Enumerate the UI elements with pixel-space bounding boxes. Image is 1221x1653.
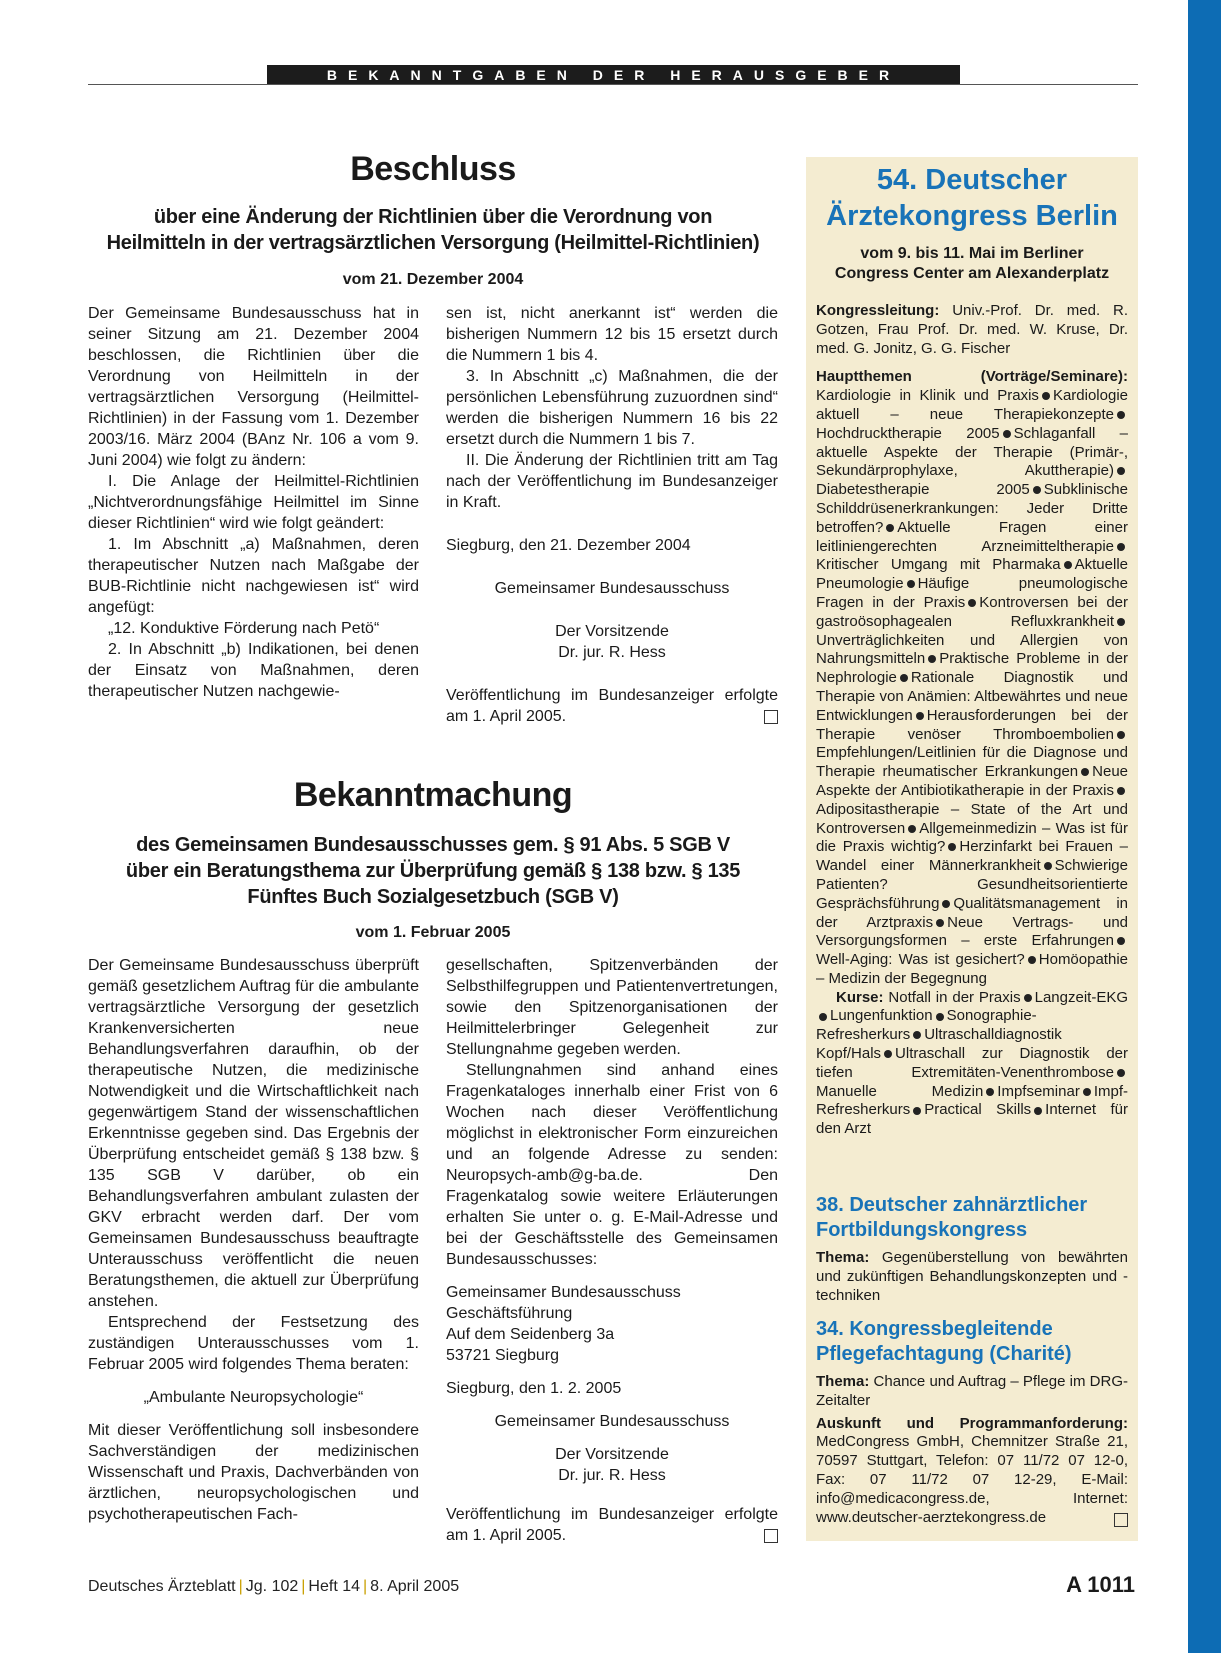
- hauptthema-item: Rationale Diagnostik und Therapie von Anämien: Altbewährtes und neue Entwicklungen: [816, 669, 1128, 724]
- sidebar-subtitle-line-2: Congress Center am Alexanderplatz: [834, 265, 1110, 282]
- bullet-dot-icon: [819, 1013, 827, 1021]
- kongressleitung: [816, 302, 1128, 358]
- beschluss-chair-title: Der Vorsitzende: [555, 623, 669, 640]
- hauptthema-item: Schwierige Patienten? Gesundheitsorientierte Gesprächsführung: [816, 857, 1128, 912]
- bullet-dot-icon: [948, 843, 956, 851]
- kongressleitung-text: Univ.-Prof. Dr. med. R. Gotzen, Frau Prof. Dr. med. W. Kruse, Dr. med. G. Jonitz, G. G. Fischer: [816, 302, 1128, 357]
- hauptthema-item: Kritischer Umgang mit Pharmaka: [816, 556, 1061, 574]
- bullet-dot-icon: [1081, 768, 1089, 776]
- section-header: BEKANNTGABEN DER HERAUSGEBER: [267, 65, 960, 85]
- bullet-dot-icon: [913, 1107, 921, 1115]
- hauptthema-item: Herzinfarkt bei Frauen – Wandel einer Männerkrankheit: [816, 838, 1129, 875]
- bullet-dot-icon: [1117, 731, 1125, 739]
- bekanntmachung-paragraph: Der Gemeinsame Bundesausschuss überprüft gemäß gesetzlichem Auftrag für die ambulante vertragsärztliche Versorgung der gesetzlich Krankenversicherten neue Behandlungsverfahren daraufhin, ob der therapeutische Nutzen, die medizinische Notwendigkeit und die Wirtschaftlichkeit nach gegenwärtigem Stand der wissenschaftlichen Erkenntnisse gegeben sind. Das Ergebnis der Überprüfung entscheidet gemäß § 138 bzw. § 135 SGB V darüber, ob ein Behandlungsverfahren ambulant zulasten der GKV erbracht werden darf. Der vom Gemeinsamen Bundesausschuss beauftragte Unterausschuss veröffentlicht die neuen Beratungsthemen, die aktuell zur Überprüfung anstehen.: [88, 957, 419, 1310]
- bullet-dot-icon: [936, 919, 944, 927]
- hauptthema-item: Herausforderungen bei der Therapie venöser Thromboembolien: [816, 706, 1128, 743]
- hauptthema-item: Schlaganfall – aktuelle Aspekte der Therapie (Primär-, Sekundärprophylaxe, Akuttherapie): [816, 424, 1128, 480]
- page-footer: Deutsches Ärzteblatt | Jg. 102 | Heft 14 | 8. April 2005: [88, 1578, 460, 1595]
- hauptthema-item: Kardiologie aktuell – neue Therapiekonzepte: [816, 387, 1128, 423]
- address-line: Geschäftsführung: [446, 1305, 573, 1322]
- bullet-dot-icon: [886, 524, 894, 532]
- hauptthemen-list: [816, 387, 1128, 987]
- bullet-dot-icon: [1003, 430, 1011, 438]
- bullet-dot-icon: [1117, 618, 1125, 626]
- beschluss-paragraph: sen ist, nicht anerkannt ist“ werden die bisherigen Nummern 12 bis 15 ersetzt durch die Nummern 1 bis 4.: [446, 305, 778, 364]
- footer-issue: Heft 14: [308, 1578, 361, 1595]
- bullet-dot-icon: [1117, 543, 1125, 551]
- bullet-dot-icon: [907, 580, 915, 588]
- bullet-dot-icon: [1064, 561, 1072, 569]
- kurse: [816, 989, 1128, 1139]
- hauptthema-item: Praktische Probleme in der Nephrologie: [816, 650, 1128, 687]
- end-mark-icon: [1114, 1513, 1128, 1527]
- address-line: Auf dem Seidenberg 3a: [446, 1326, 615, 1343]
- sidebar-subtitle: [806, 244, 1138, 284]
- sidebar-subtitle-line-1: vom 9. bis 11. Mai im Berliner: [860, 245, 1084, 262]
- footer-journal: Deutsches Ärzteblatt: [88, 1578, 236, 1595]
- bullet-dot-icon: [1083, 1088, 1091, 1096]
- beschluss-paragraph: Der Gemeinsame Bundesausschuss hat in seiner Sitzung am 21. Dezember 2004 beschlossen, die Richtlinien über die Verordnung von Heilmitteln in der vertragsärztlichen Versorgung (Heilmittel-Richtlinien) in der Fassung vom 1. Dezember 2003/16. März 2004 (BAnz Nr. 106 a vom 9. Juni 2004) wie folgt zu ändern:: [88, 305, 419, 469]
- end-mark-icon: [764, 1529, 778, 1543]
- bekanntmachung-paragraph: Entsprechend der Festsetzung des zuständigen Unterausschusses vom 1. Februar 2005 wird folgendes Thema beraten:: [88, 1314, 419, 1373]
- bullet-dot-icon: [936, 1013, 944, 1021]
- address-line: Gemeinsamer Bundesausschuss: [446, 1284, 681, 1301]
- beschluss-paragraph: 1. Im Abschnitt „a) Maßnahmen, deren therapeutischer Nutzen nach Maßgabe der BUB-Richtlinie nicht nachgewiesen ist“ wird angefügt:: [88, 536, 419, 616]
- auskunft-text: MedCongress GmbH, Chemnitzer Straße 21, 70597 Stuttgart, Telefon: 07 11/72 07 12-0, Fax: 07 11/72 07 12-29, E-Mail: info@medicacongress.de, Internet: www.deutscher-aerztekongress.de: [816, 1433, 1128, 1526]
- hauptthema-item: Homöopathie – Medizin der Begegnung: [816, 951, 1128, 987]
- pflege-thema-label: Thema:: [816, 1373, 870, 1390]
- pflege-title-line-1: 34. Kongressbegleitende: [816, 1318, 1053, 1340]
- bullet-dot-icon: [1042, 392, 1050, 400]
- edge-color-bar: [1188, 0, 1221, 1653]
- bekanntmachung-date: vom 1. Februar 2005: [355, 924, 511, 941]
- bullet-dot-icon: [1033, 486, 1041, 494]
- bullet-dot-icon: [1117, 467, 1125, 475]
- beschluss-paragraph: 3. In Abschnitt „c) Maßnahmen, die der persönlichen Lebensführung zuzuordnen sind“ werden die bisherigen Nummern 16 bis 22 ersetzt durch die Nummern 1 bis 7.: [446, 368, 778, 448]
- sidebar-title: [806, 162, 1138, 234]
- bullet-dot-icon: [900, 674, 908, 682]
- bullet-dot-icon: [1034, 1107, 1042, 1115]
- bekanntmachung-title: Bekanntmachung: [293, 776, 573, 814]
- sidebar-title-line-1: 54. Deutscher: [876, 164, 1068, 196]
- beschluss-subtitle: [88, 204, 778, 256]
- kurs-item: Lungenfunktion: [830, 1007, 933, 1025]
- kurse-label: Kurse:: [836, 988, 884, 1006]
- page-number: A 1011: [1066, 1572, 1135, 1597]
- hauptthema-item: Neue Vertrags- und Versorgungsformen – erste Erfahrungen: [816, 913, 1128, 950]
- bullet-dot-icon: [1117, 937, 1125, 945]
- beschluss-paragraph: I. Die Anlage der Heilmittel-Richtlinien „Nichtverordnungsfähige Heilmittel im Sinne dieser Richtlinien“ wird wie folgt geändert:: [88, 473, 419, 532]
- bekanntmachung-right-column: [446, 955, 778, 1546]
- hauptthema-item: Allgemeinmedizin – Was ist für die Praxis wichtig?: [816, 819, 1128, 856]
- bullet-dot-icon: [1117, 787, 1125, 795]
- bekanntmachung-chair-name: Dr. jur. R. Hess: [558, 1467, 666, 1484]
- bekanntmachung-topic: „Ambulante Neuropsychologie“: [143, 1389, 364, 1406]
- kurs-item: Practical Skills: [924, 1101, 1032, 1119]
- bullet-dot-icon: [928, 655, 936, 663]
- hauptthema-item: Well-Aging: Was ist gesichert?: [816, 951, 1025, 969]
- bekanntmachung-org: Gemeinsamer Bundesausschuss: [494, 1413, 730, 1430]
- hauptthema-item: Unverträglichkeiten und Allergien von Nahrungsmitteln: [816, 631, 1128, 668]
- bekanntmachung-subtitle-line-2: über ein Beratungsthema zur Überprüfung gemäß § 138 bzw. § 135: [125, 860, 741, 882]
- bekanntmachung-paragraph: gesellschaften, Spitzenverbänden der Selbsthilfegruppen und Patientenvertretungen, sowie den Spitzenorganisationen der Heilmittelerbringer Gelegenheit zur Stellungnahme gegeben werden.: [446, 957, 778, 1058]
- bullet-dot-icon: [908, 825, 916, 833]
- hauptthema-item: Kardiologie in Klinik und Praxis: [816, 387, 1039, 405]
- bekanntmachung-subtitle: [88, 832, 778, 910]
- kurs-item: Internet für den Arzt: [816, 1101, 1128, 1138]
- beschluss-date: vom 21. Dezember 2004: [342, 271, 524, 288]
- sidebar-title-line-2: Ärztekongress Berlin: [826, 200, 1118, 232]
- beschluss-subtitle-line-2: Heilmitteln in der vertragsärztlichen Versorgung (Heilmittel-Richtlinien): [106, 232, 760, 254]
- zahn-kongress-text: [816, 1249, 1128, 1305]
- hauptthema-item: Subklinische Schilddrüsenerkrankungen: Jeder Dritte betroffen?: [816, 481, 1128, 536]
- kurs-item: Impfseminar: [997, 1082, 1080, 1100]
- header-rule: [88, 84, 1138, 85]
- hauptthema-item: Empfehlungen/Leitlinien für die Diagnose und Therapie rheumatischer Erkrankungen: [816, 744, 1128, 781]
- beschluss-org: Gemeinsamer Bundesausschuss: [494, 580, 730, 597]
- bullet-dot-icon: [1024, 994, 1032, 1002]
- bullet-dot-icon: [986, 1088, 994, 1096]
- hauptthema-item: Neue Aspekte der Antibiotikatherapie in der Praxis: [816, 763, 1128, 799]
- bullet-dot-icon: [1044, 862, 1052, 870]
- end-mark-icon: [764, 710, 778, 724]
- bekanntmachung-publication: [446, 1504, 778, 1546]
- beschluss-title: Beschluss: [350, 150, 516, 188]
- beschluss-place-date: Siegburg, den 21. Dezember 2004: [446, 537, 691, 554]
- beschluss-subtitle-line-1: über eine Änderung der Richtlinien über die Verordnung von: [153, 206, 713, 228]
- footer-volume: Jg. 102: [245, 1578, 299, 1595]
- beschluss-left-column: [88, 303, 419, 702]
- pflege-thema-text: Chance und Auftrag – Pflege im DRG-Zeitalter: [816, 1373, 1129, 1409]
- zahn-title-line-1: 38. Deutscher zahnärztlicher: [816, 1194, 1088, 1216]
- footer-date: 8. April 2005: [370, 1578, 460, 1595]
- bullet-dot-icon: [968, 599, 976, 607]
- auskunft-label: Auskunft und Programmanforderung:: [816, 1414, 1128, 1432]
- bekanntmachung-chair-title: Der Vorsitzende: [555, 1446, 669, 1463]
- kurs-item: Notfall in der Praxis: [888, 988, 1021, 1006]
- kurs-item: Impf-Refresherkurs: [816, 1082, 1128, 1119]
- pflege-tagung-text: [816, 1373, 1128, 1527]
- zahn-thema-label: Thema:: [816, 1249, 870, 1266]
- hauptthema-item: Qualitätsmanagement in der Arztpraxis: [816, 894, 1128, 931]
- zahn-title-line-2: Fortbildungskongress: [816, 1219, 1028, 1241]
- bekanntmachung-subtitle-line-3: Fünftes Buch Sozialgesetzbuch (SGB V): [247, 886, 619, 908]
- pflege-tagung-title: [816, 1317, 1128, 1367]
- bekanntmachung-publication-text: Veröffentlichung im Bundesanzeiger erfolgte am 1. April 2005.: [446, 1506, 778, 1544]
- bekanntmachung-subtitle-line-1: des Gemeinsamen Bundesausschusses gem. § 91 Abs. 5 SGB V: [136, 834, 730, 856]
- beschluss-chair-name: Dr. jur. R. Hess: [558, 644, 666, 661]
- kurs-item: Ultraschalldiagnostik Kopf/Hals: [816, 1026, 1062, 1063]
- beschluss-paragraph: „12. Konduktive Förderung nach Petö“: [108, 620, 380, 637]
- bekanntmachung-paragraph: Stellungnahmen sind anhand eines Fragenkataloges innerhalb einer Frist von 6 Wochen nach dieser Veröffentlichung möglichst in elektronischer Form einzureichen und an folgende Adresse zu senden: Neuropsych-amb@g-ba.de. Den Fragenkatalog sowie weitere Erläuterungen erhalten Sie unter o. g. E-Mail-Adresse und bei der Geschäftsstelle des Gemeinsamen Bundesausschusses:: [446, 1062, 778, 1268]
- kurs-item: Sonographie-Refresherkurs: [816, 1007, 1037, 1044]
- bullet-dot-icon: [913, 1031, 921, 1039]
- kurs-item: Langzeit-EKG: [1034, 988, 1128, 1006]
- beschluss-paragraph: 2. In Abschnitt „b) Indikationen, bei denen der Einsatz von Maßnahmen, deren therapeutischer Nutzen nachgewie-: [88, 641, 419, 700]
- hauptthemen: [816, 368, 1128, 988]
- bullet-dot-icon: [942, 900, 950, 908]
- bekanntmachung-address: [446, 1282, 778, 1366]
- hauptthema-item: Aktuelle Fragen einer leitliniengerechten Arzneimitteltherapie: [816, 518, 1128, 555]
- hauptthema-item: Häufige pneumologische Fragen in der Praxis: [816, 575, 1128, 611]
- hauptthemen-label: Hauptthemen (Vorträge/Seminare):: [816, 368, 1128, 386]
- kurs-item: Manuelle Medizin: [816, 1082, 984, 1100]
- hauptthema-item: Hochdrucktherapie 2005: [816, 424, 1000, 442]
- hauptthema-item: Aktuelle Pneumologie: [816, 556, 1128, 593]
- kurs-item: Ultraschall zur Diagnostik der tiefen Extremitäten-Venenthrombose: [816, 1045, 1128, 1081]
- bullet-dot-icon: [1028, 956, 1036, 964]
- bullet-dot-icon: [916, 712, 924, 720]
- zahn-kongress-title: [816, 1193, 1128, 1243]
- hauptthema-item: Kontroversen bei der gastroösophagealen Refluxkrankheit: [816, 593, 1129, 630]
- kurse-list: [816, 989, 1128, 1138]
- kongressleitung-label: Kongressleitung:: [816, 302, 940, 319]
- beschluss-right-column: [446, 303, 778, 727]
- bekanntmachung-left-column: [88, 955, 419, 1525]
- bullet-dot-icon: [1117, 1069, 1125, 1077]
- zahn-thema-text: Gegenüberstellung von bewährten und zukünftigen Behandlungskonzepten und -techniken: [816, 1249, 1128, 1304]
- pflege-title-line-2: Pflegefachtagung (Charité): [816, 1343, 1072, 1365]
- bullet-dot-icon: [884, 1050, 892, 1058]
- hauptthema-item: Diabetestherapie 2005: [816, 481, 1030, 499]
- bullet-dot-icon: [1117, 411, 1125, 419]
- sidebar-main-text: [816, 302, 1128, 1139]
- beschluss-publication-text: Veröffentlichung im Bundesanzeiger erfolgte am 1. April 2005.: [446, 687, 778, 725]
- hauptthema-item: Adipositastherapie – State of the Art und Kontroversen: [816, 800, 1128, 837]
- beschluss-publication: [446, 685, 778, 727]
- auskunft: [816, 1415, 1128, 1528]
- beschluss-paragraph: II. Die Änderung der Richtlinien tritt am Tag nach der Veröffentlichung im Bundesanzeiger in Kraft.: [446, 452, 778, 511]
- bekanntmachung-place-date: Siegburg, den 1. 2. 2005: [446, 1380, 622, 1397]
- address-line: 53721 Siegburg: [446, 1347, 559, 1364]
- bekanntmachung-paragraph: Mit dieser Veröffentlichung soll insbesondere Sachverständigen der medizinischen Wissenschaft und Praxis, Dachverbänden von ärztlichen, neuropsychologischen und psychotherapeutischen Fach-: [88, 1422, 419, 1523]
